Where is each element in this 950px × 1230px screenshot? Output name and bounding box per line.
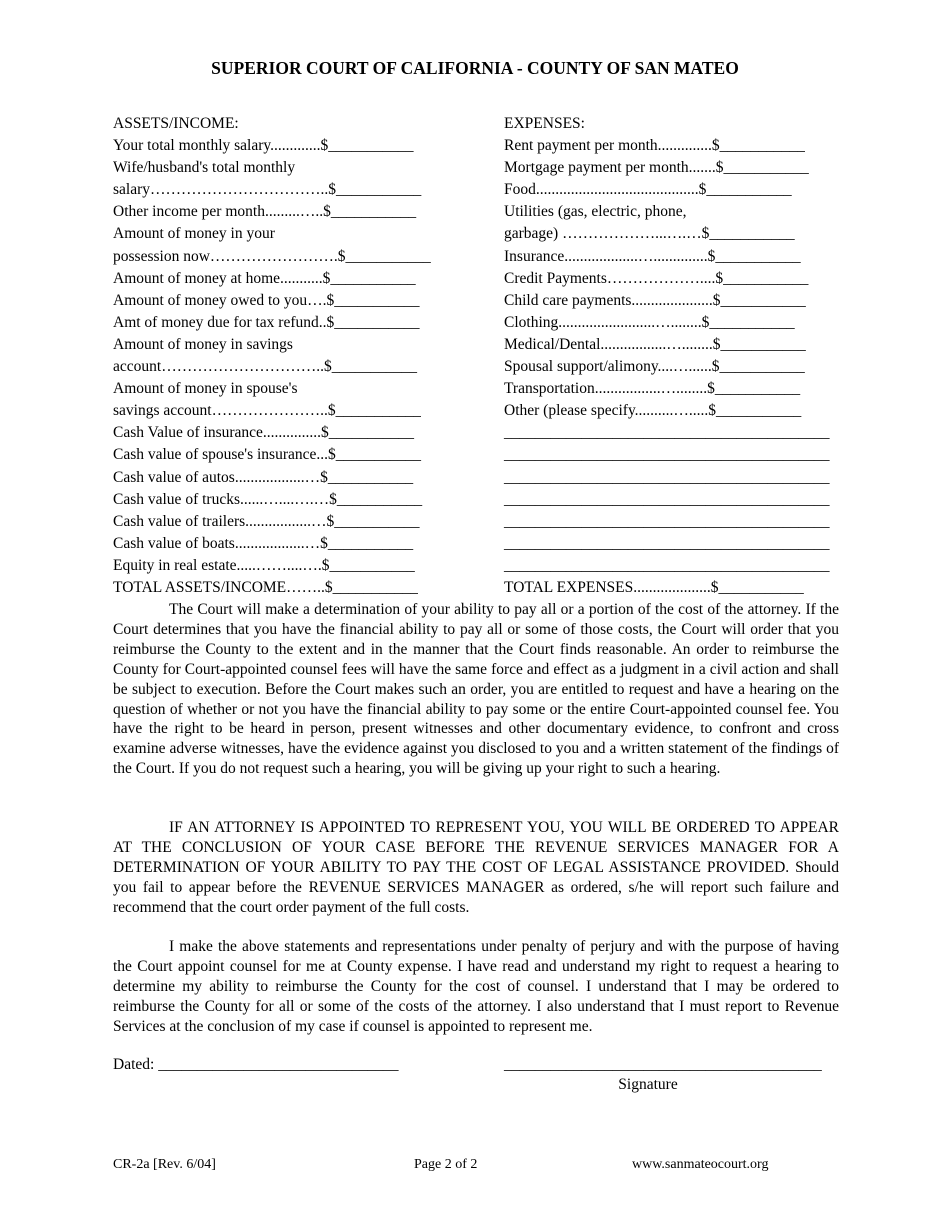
assets-income-column [113,113,453,599]
expenses-blank-line: __________________________________________ [504,556,830,574]
expenses-heading: EXPENSES: [504,115,585,132]
assets-line: Amount of money in your [113,225,275,243]
expenses-line: Food..........................................$___________ [504,181,792,199]
website-link[interactable]: www.sanmateocourt.org [632,1157,769,1172]
assets-line: Equity in real estate.....……....….$___________ [113,556,415,574]
assets-line: savings account…………………..$___________ [113,402,421,420]
paragraph-text: The Court will make a determination of your ability to pay all or a portion of the cost of the attorney. If the Court determines that you have the financial ability to pay all or some of those costs, the Court will order that you reimburse the County to the extent and in the manner that the Court finds reasonable. An order to reimburse the County for Court-appointed counsel fees will have the same force and effect as a judgment in a civil action and shall be subject to execution. Before the Court makes such an order, you are entitled to request and have a hearing on the question of whether or not you have the financial ability to pay some or the entire Court-appointed counsel fee. You have the right to be heard in person, present witnesses and other documentary evidence, to confront and cross examine adverse witnesses, have the evidence against you disclosed to you and a written statement of the findings of the Court. If you do not request such a hearing, you will be giving up your right to such a hearing. [113,601,839,778]
assets-line: Other income per month.........…..$___________ [113,203,417,221]
signature-label: Signature [618,1076,678,1093]
assets-line: account…………………………..$___________ [113,358,417,376]
expenses-line: Credit Payments………………....$___________ [504,269,809,287]
assets-heading: ASSETS/INCOME: [113,115,239,132]
expenses-blank-line: __________________________________________ [504,490,830,508]
assets-line: Your total monthly salary.............$___________ [113,137,414,155]
page-number: Page 2 of 2 [414,1157,478,1172]
assets-total-line: TOTAL ASSETS/INCOME……..$___________ [113,578,418,596]
expenses-line: Mortgage payment per month.......$___________ [504,159,809,177]
expenses-blank-line: __________________________________________ [504,468,830,486]
assets-line: Cash value of autos..................…$___________ [113,468,414,486]
attorney-appointment-paragraph [113,818,839,918]
perjury-statement-paragraph [113,937,839,1037]
signature-line[interactable]: _________________________________________ [504,1056,822,1073]
assets-line: Cash Value of insurance...............$___________ [113,424,415,442]
expenses-blank-line: __________________________________________ [504,424,830,442]
assets-line: Cash value of boats..................…$___________ [113,534,414,552]
assets-line: Cash value of trucks......…....….…$___________ [113,490,423,508]
paragraph-text: IF AN ATTORNEY IS APPOINTED TO REPRESENT YOU, YOU WILL BE ORDERED TO APPEAR AT THE CONCLUSION OF YOUR CASE BEFORE THE REVENUE SERVICES MANAGER FOR A DETERMINATION OF YOUR ABILITY TO PAY THE COST OF LEGAL ASSISTANCE PROVIDED. Should you fail to appear before the REVENUE SERVICES MANAGER as ordered, s/he will report such failure and recommend that the court order payment of the full costs. [113,819,839,916]
assets-line: Amount of money in savings [113,335,293,353]
expenses-line: Child care payments.....................$___________ [504,291,806,309]
expenses-blank-line: __________________________________________ [504,534,830,552]
expenses-blank-line: __________________________________________ [504,446,830,464]
paragraph-text: I make the above statements and representations under penalty of perjury and with the purpose of having the Court appoint counsel for me at County expense. I have read and understand my right to request a hearing to determine my ability to reimburse the County for the cost of counsel. I understand that I may be ordered to reimburse the County for all or some of the costs of the attorney. I also understand that I must report to Revenue Services at the conclusion of my case if counsel is appointed to represent me. [113,938,839,1035]
form-id: CR-2a [Rev. 6/04] [113,1157,216,1172]
expenses-line: Utilities (gas, electric, phone, [504,203,687,221]
expenses-line: Other (please specify..........….....$___________ [504,402,802,420]
assets-line: possession now…………………….$___________ [113,247,431,265]
assets-line: Wife/husband's total monthly [113,159,296,177]
court-determination-paragraph [113,600,839,779]
assets-line: Cash value of spouse's insurance...$___________ [113,446,422,464]
expenses-column [504,113,844,599]
expenses-line: Rent payment per month..............$___________ [504,137,805,155]
expenses-line: garbage) ………………...….…$___________ [504,225,795,243]
dated-field[interactable]: Dated: _______________________________ [113,1056,399,1073]
expenses-line: Insurance...................…..............$___________ [504,247,801,265]
assets-line: Cash value of trailers.................…$___________ [113,512,420,530]
assets-line: Amt of money due for tax refund..$___________ [113,313,420,331]
expenses-blank-line: __________________________________________ [504,512,830,530]
expenses-line: Medical/Dental.................…........$___________ [504,335,806,353]
expenses-line: Clothing.........................…........$___________ [504,313,795,331]
assets-line: salary……………………………..$___________ [113,181,422,199]
expenses-line: Spousal support/alimony....…......$___________ [504,358,805,376]
page-title: SUPERIOR COURT OF CALIFORNIA - COUNTY OF SAN MATEO [211,58,739,78]
expenses-total-line: TOTAL EXPENSES....................$___________ [504,578,804,596]
assets-line: Amount of money at home...........$___________ [113,269,416,287]
assets-line: Amount of money owed to you….$___________ [113,291,420,309]
assets-line: Amount of money in spouse's [113,380,298,398]
expenses-line: Transportation.................…........$___________ [504,380,801,398]
